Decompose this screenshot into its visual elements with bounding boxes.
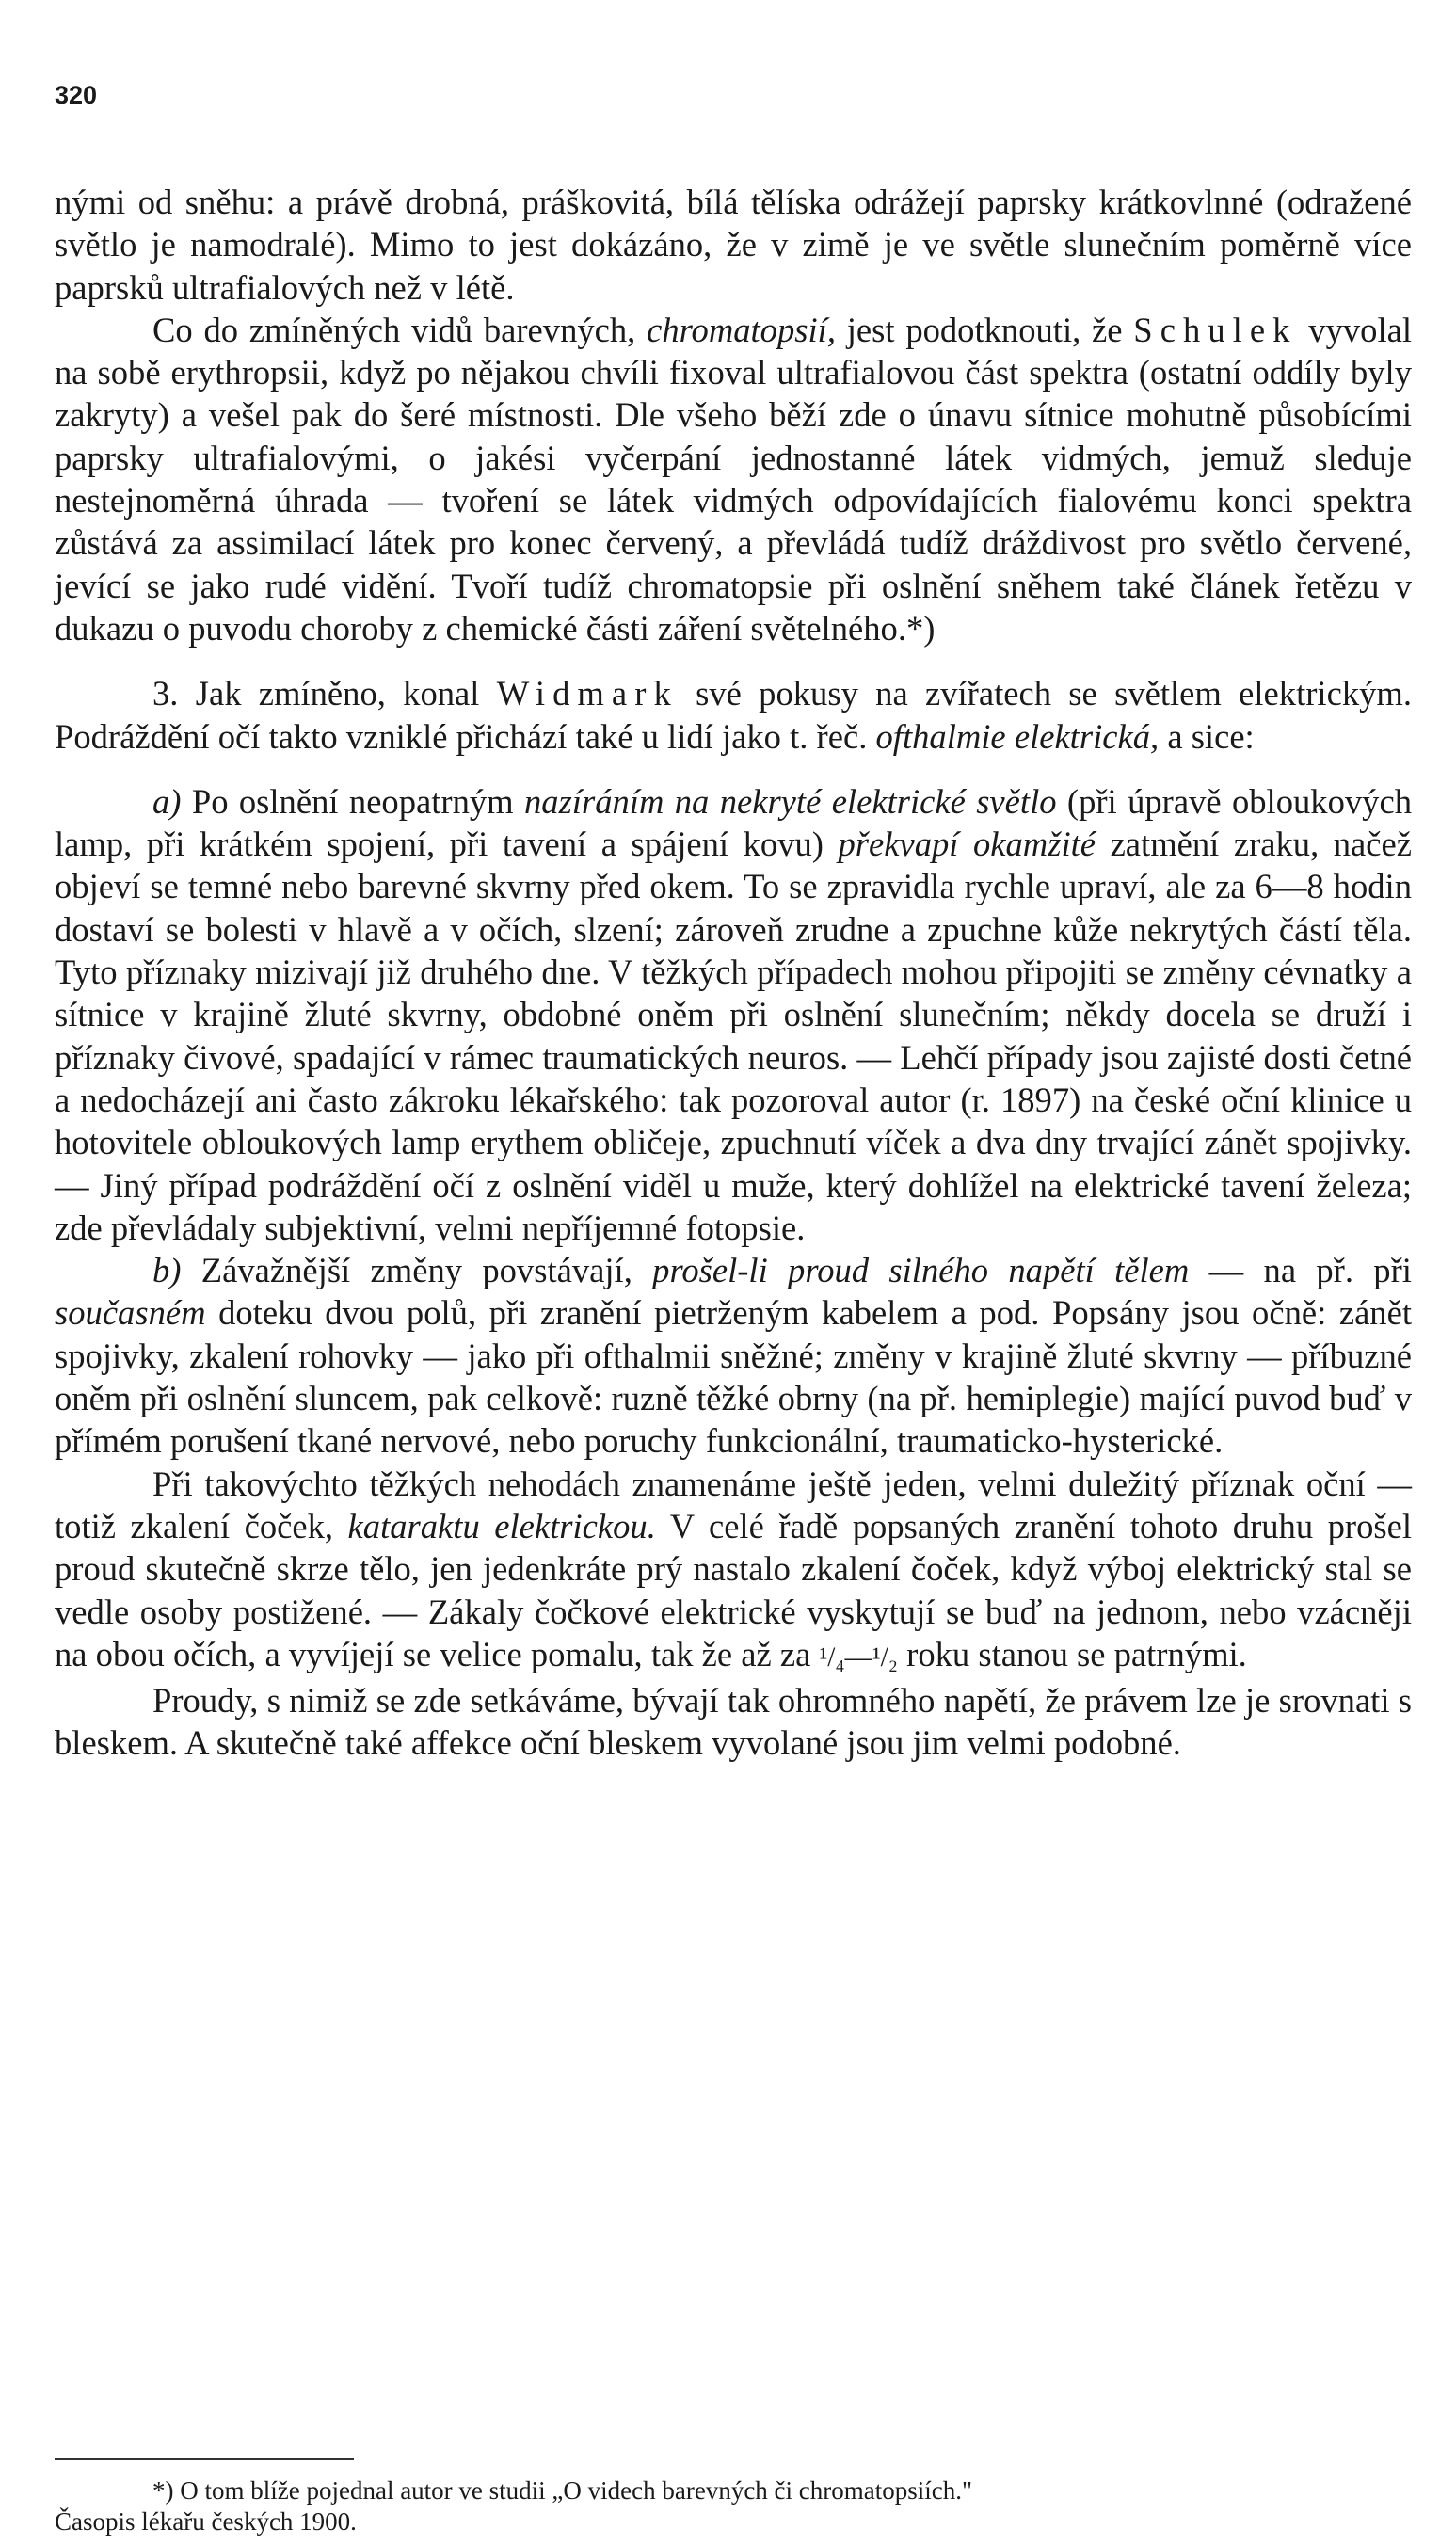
footnote-line-2: Časopis lékařu českých 1900.: [55, 2507, 357, 2536]
paragraph-b-italic-2: současném: [55, 1293, 206, 1333]
paragraph-a-text-c: zatmění zraku, načež objeví se temné nebo barevné skvrny před okem. To se zpravidla rychle upraví, ale za 6—8 hodin dostaví se bolesti v hlavě a v očích, slzení; zároveň zrudne a zpuchne kůže nekrytých částí těla. Tyto příznaky mizivají již druhého dne. V těžkých případech mohou připojiti se změny cévnatky a sítnice v krajině žluté skvrny, obdobné oněm při oslnění slunečním; někdy docela se druží i příznaky čivové, spadající v rámec traumatických neuros. — Lehčí případy jsou zajisté dosti četné a nedocházejí ani často zákroku lékařského: tak pozoroval autor (r. 1897) na české oční klinice u hotovitele obloukových lamp erythem obličeje, zpuchnutí víček a dva dny trvající zánět spojivky. — Jiný případ podráždění očí z oslnění viděl u muže, který dohlížel na elektrické tavení železa; zde převládaly subjektivní, velmi nepříjemné fotopsie.: [55, 825, 1412, 1247]
paragraph-6-text-a: Při takovýchto těžkých nehodách znamenáme ještě jeden, velmi duležitý příznak oční — totiž zkalení čoček,: [55, 1464, 1412, 1545]
paragraph-b-text-b: — na př. při: [1208, 1251, 1412, 1290]
paragraph-a-italic-2: překvapí okamžité: [838, 825, 1096, 864]
footnote-line-1: [55, 2475, 1412, 2506]
paragraph-6: [55, 1463, 1412, 1679]
paragraph-3-text-a: 3. Jak zmíněno, konal: [152, 674, 480, 713]
paragraph-3-text-b: své pokusy na zvířatech se světlem elektrickým. Podráždění očí takto vzniklé přichází také u lidí jako t. řeč.: [55, 674, 1412, 756]
paragraph-6-text-b: V celé řadě popsaných zranění tohoto druhu prošel proud skutečně skrze tělo, jen jedenkráte prý nastalo zkalení čoček, když výboj elektrický stal se vedle osoby postižené. — Zákaly čočkové elektrické vyskytují se buď na jednom, nebo vzácněji na obou očích, a vyvíjejí se velice pomalu, tak že až za: [55, 1506, 1413, 1673]
name-schulek: Schulek: [1133, 310, 1298, 349]
paragraph-a-italic-1: nazíráním na nekryté elektrické světlo: [524, 781, 1057, 821]
paragraph-2-text-b: jest podotknouti, že: [846, 310, 1123, 349]
paragraph-2-text-c: vyvolal na sobě erythropsii, když po nějakou chvíli fixoval ultrafialovou část spektra (ostatní oddíly byly zakryty) a vešel pak do šeré místnosti. Dle všeho běží zde o únavu sítnice mohutně působícími paprsky ultrafialovými, o jakési vyčerpání jednostanné látek vidmých, jemuž sleduje nestejnoměrná úhrada — tvoření se látek vidmých odpovídajících fialovému konci spektra zůstává za assimilací látek pro konec červený, a převládá tudíž dráždivost pro světlo červené, jevící se jako rudé vidění. Tvoří tudíž chromatopsie při oslnění sněhem také článek řetězu v dukazu o puvodu choroby z chemické části záření světelného.*): [55, 310, 1413, 648]
paragraph-6-text-c: roku stanou se patrnými.: [906, 1634, 1247, 1673]
footnote-rule: [55, 2458, 354, 2460]
paragraph-a-text-a: Po oslnění neopatrným: [191, 781, 514, 821]
list-label-b: b): [152, 1251, 182, 1290]
term-chromatopsii: chromatopsií,: [647, 310, 836, 349]
paragraph-2-text-a: Co do zmíněných vidů barevných,: [152, 310, 636, 349]
paragraph-3: [55, 672, 1412, 758]
footnote: [55, 2475, 1412, 2538]
page-number: 320: [55, 81, 98, 109]
paragraph-7: Proudy, s nimiž se zde setkáváme, bývají tak ohromného napětí, že právem lze je srovnati s bleskem. A skutečně také affekce oční bleskem vyvolané jsou jim velmi podobné.: [55, 1681, 1412, 1763]
paragraph-b: [55, 1249, 1412, 1462]
paragraph-b-text-c: doteku dvou polů, při zranění pietrženým kabelem a pod. Popsány jsou očně: zánět spojivky, zkalení rohovky — jako při ofthalmii sněžné; změny v krajině žluté skvrny — příbuzné oněm při oslnění sluncem, pak celkově: ruzně těžké obrny (na př. hemiplegie) mající puvod buď v přímém porušení tkané nervové, nebo poruchy funkcionální, traumaticko-hysterické.: [55, 1293, 1412, 1461]
paragraph-a: [55, 780, 1412, 1249]
name-widmark: Widmark: [496, 674, 679, 713]
paragraph-b-italic-1: prošel-li proud silného napětí tělem: [652, 1251, 1190, 1290]
paragraph-2: [55, 309, 1412, 649]
paragraph-3-text-c: a sice:: [1167, 716, 1255, 756]
paragraph-a-text-b: (při úpravě obloukových lamp, při krátkém spojení, při tavení a spájení kovu): [55, 781, 1412, 864]
paragraph-1: nými od sněhu: a právě drobná, práškovitá, bílá tělíska odrážejí paprsky krátkovlnné (odražené světlo je namodralé). Mimo to jest dokázáno, že v zimě je ve světle slunečním poměrně více paprsků ultrafialových než v létě.: [55, 183, 1412, 307]
footnote-mark: *): [152, 2476, 174, 2505]
list-label-a: a): [152, 781, 182, 821]
fraction: ¹/₄—¹/₂: [819, 1641, 899, 1673]
term-katarakta-elektricka: kataraktu elektrickou.: [347, 1506, 656, 1545]
body-text: [55, 181, 1412, 1765]
footnote-text-1: O tom blíže pojednal autor ve studii „O videch barevných či chromatopsiích.": [180, 2476, 973, 2505]
paragraph-b-text-a: Závažnější změny povstávají,: [200, 1251, 632, 1290]
term-ofthalmie-elektricka: ofthalmie elektrická,: [875, 716, 1160, 756]
